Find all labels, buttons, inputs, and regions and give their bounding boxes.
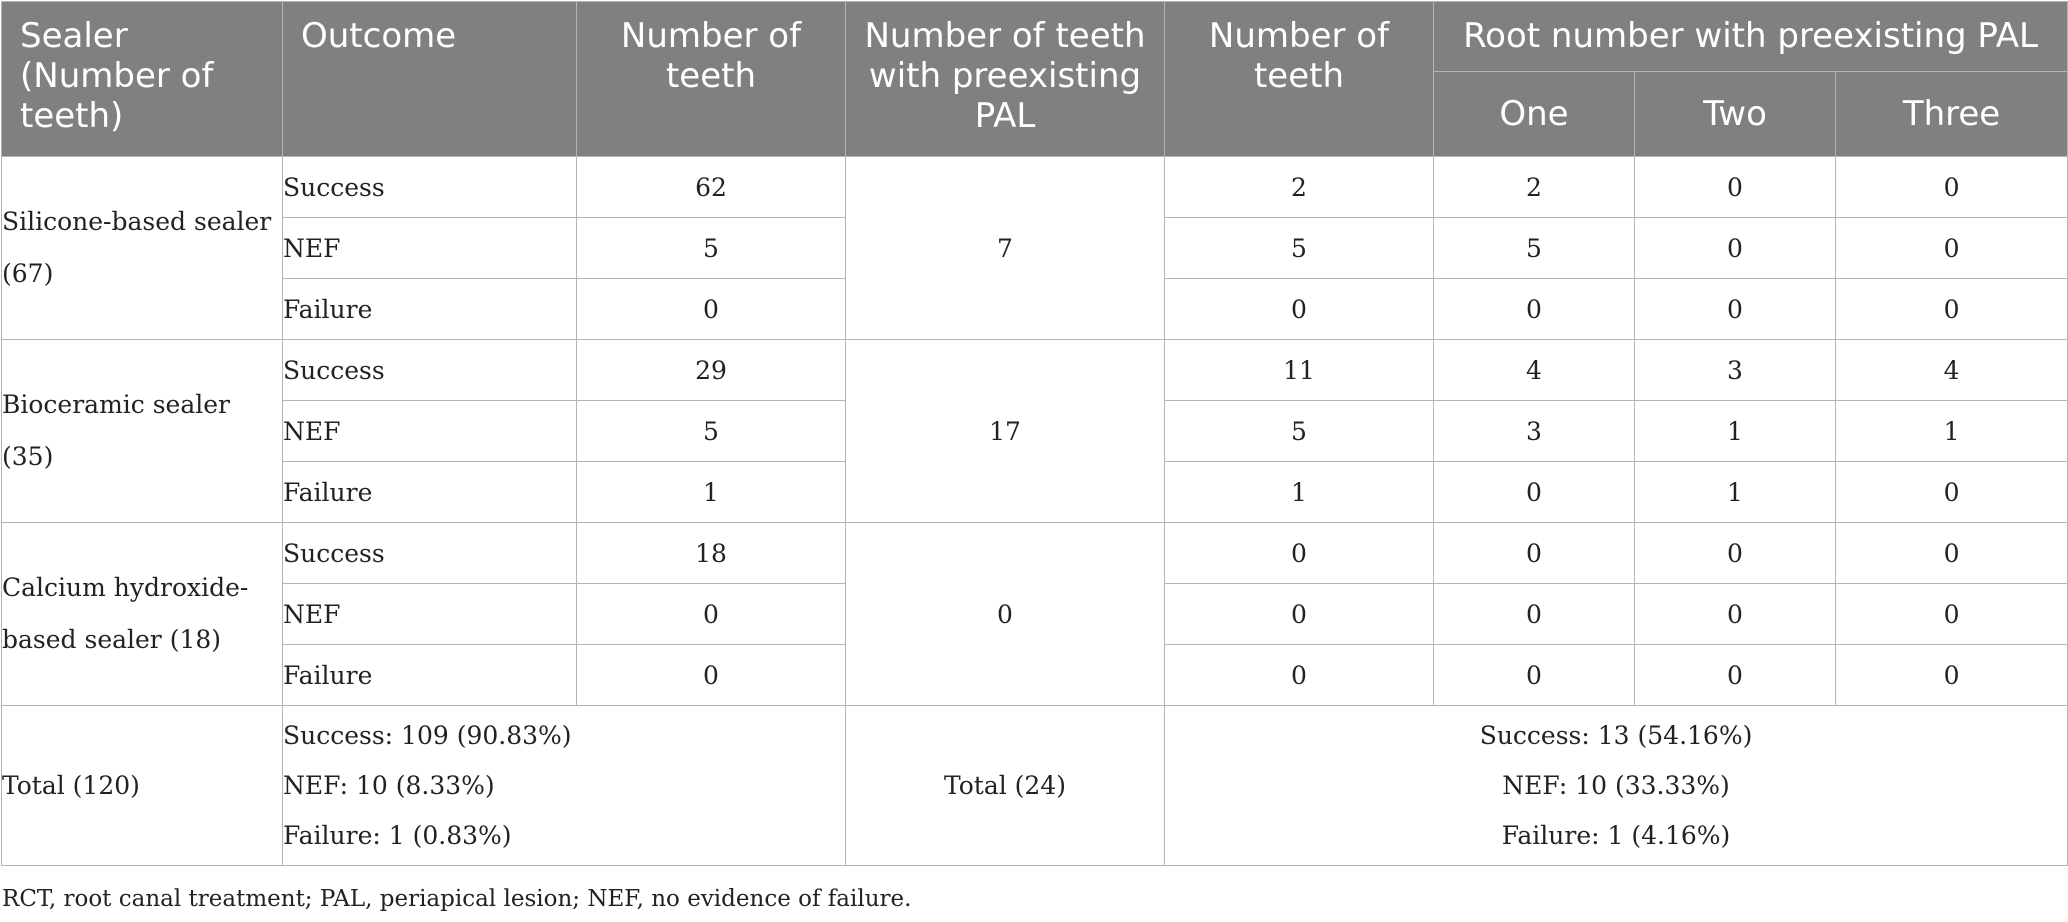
root-three-cell: 0 [1836,584,2068,645]
root-one-cell: 0 [1434,523,1635,584]
outcome-cell: NEF [283,401,577,462]
teeth-cell: 29 [577,340,846,401]
table-header [2,2,2068,157]
outcome-cell: Failure [283,645,577,706]
total-pal-failure: Failure: 1 (4.16%) [1501,820,1731,850]
table-body [2,157,2068,866]
group-name: Calcium hydroxide-based sealer (18) [2,523,283,706]
root-two-cell: 0 [1635,523,1836,584]
total-pal-outcomes [1165,706,2068,866]
header-three: Three [1836,72,2068,157]
table-row [2,157,2068,218]
table-row [2,523,2068,584]
root-two-cell: 1 [1635,462,1836,523]
total-nef: NEF: 10 (8.33%) [283,770,495,800]
root-two-cell: 0 [1635,645,1836,706]
pal-count-cell: 5 [1165,401,1434,462]
header-one: One [1434,72,1635,157]
root-one-cell: 3 [1434,401,1635,462]
outcome-cell: NEF [283,584,577,645]
root-one-cell: 4 [1434,340,1635,401]
header-sealer: Sealer (Number of teeth) [2,2,283,157]
header-number-of-teeth-pal: Number of teeth [1165,2,1434,157]
outcome-cell: Success [283,157,577,218]
teeth-cell: 0 [577,645,846,706]
pal-teeth-cell: 7 [846,157,1165,340]
total-label: Total (120) [2,706,283,866]
pal-teeth-cell: 0 [846,523,1165,706]
root-one-cell: 2 [1434,157,1635,218]
pal-count-cell: 11 [1165,340,1434,401]
pal-count-cell: 0 [1165,584,1434,645]
teeth-cell: 5 [577,401,846,462]
root-three-cell: 0 [1836,279,2068,340]
root-three-cell: 0 [1836,157,2068,218]
root-three-cell: 0 [1836,462,2068,523]
root-three-cell: 1 [1836,401,2068,462]
header-outcome: Outcome [283,2,577,157]
teeth-cell: 18 [577,523,846,584]
pal-count-cell: 2 [1165,157,1434,218]
pal-count-cell: 0 [1165,279,1434,340]
header-two: Two [1635,72,1836,157]
total-pal-success: Success: 13 (54.16%) [1479,720,1753,750]
teeth-cell: 0 [577,584,846,645]
root-one-cell: 5 [1434,218,1635,279]
outcome-cell: Success [283,340,577,401]
table-footnote: RCT, root canal treatment; PAL, periapical lesion; NEF, no evidence of failure. [2,886,912,912]
root-two-cell: 0 [1635,584,1836,645]
outcome-cell: Success [283,523,577,584]
pal-teeth-cell: 17 [846,340,1165,523]
table-row [2,340,2068,401]
header-root-number: Root number with preexisting PAL [1434,2,2068,72]
results-table [1,1,2068,866]
root-two-cell: 0 [1635,218,1836,279]
root-three-cell: 0 [1836,645,2068,706]
teeth-cell: 1 [577,462,846,523]
total-row [2,706,2068,866]
pal-count-cell: 1 [1165,462,1434,523]
outcome-cell: Failure [283,462,577,523]
header-number-with-pal: Number of teeth with preexisting PAL [846,2,1165,157]
group-name: Bioceramic sealer (35) [2,340,283,523]
total-pal-label: Total (24) [846,706,1165,866]
total-success: Success: 109 (90.83%) [283,720,572,750]
root-three-cell: 4 [1836,340,2068,401]
total-failure: Failure: 1 (0.83%) [283,820,512,850]
pal-count-cell: 0 [1165,523,1434,584]
root-two-cell: 0 [1635,279,1836,340]
root-three-cell: 0 [1836,218,2068,279]
outcome-cell: NEF [283,218,577,279]
root-one-cell: 0 [1434,584,1635,645]
root-one-cell: 0 [1434,462,1635,523]
root-two-cell: 3 [1635,340,1836,401]
root-two-cell: 0 [1635,157,1836,218]
root-two-cell: 1 [1635,401,1836,462]
root-one-cell: 0 [1434,645,1635,706]
teeth-cell: 5 [577,218,846,279]
teeth-cell: 0 [577,279,846,340]
pal-count-cell: 5 [1165,218,1434,279]
total-outcomes [283,706,846,866]
outcome-cell: Failure [283,279,577,340]
teeth-cell: 62 [577,157,846,218]
root-three-cell: 0 [1836,523,2068,584]
pal-count-cell: 0 [1165,645,1434,706]
header-number-of-teeth: Number of teeth [577,2,846,157]
root-one-cell: 0 [1434,279,1635,340]
total-pal-nef: NEF: 10 (33.33%) [1502,770,1730,800]
group-name: Silicone-based sealer (67) [2,157,283,340]
